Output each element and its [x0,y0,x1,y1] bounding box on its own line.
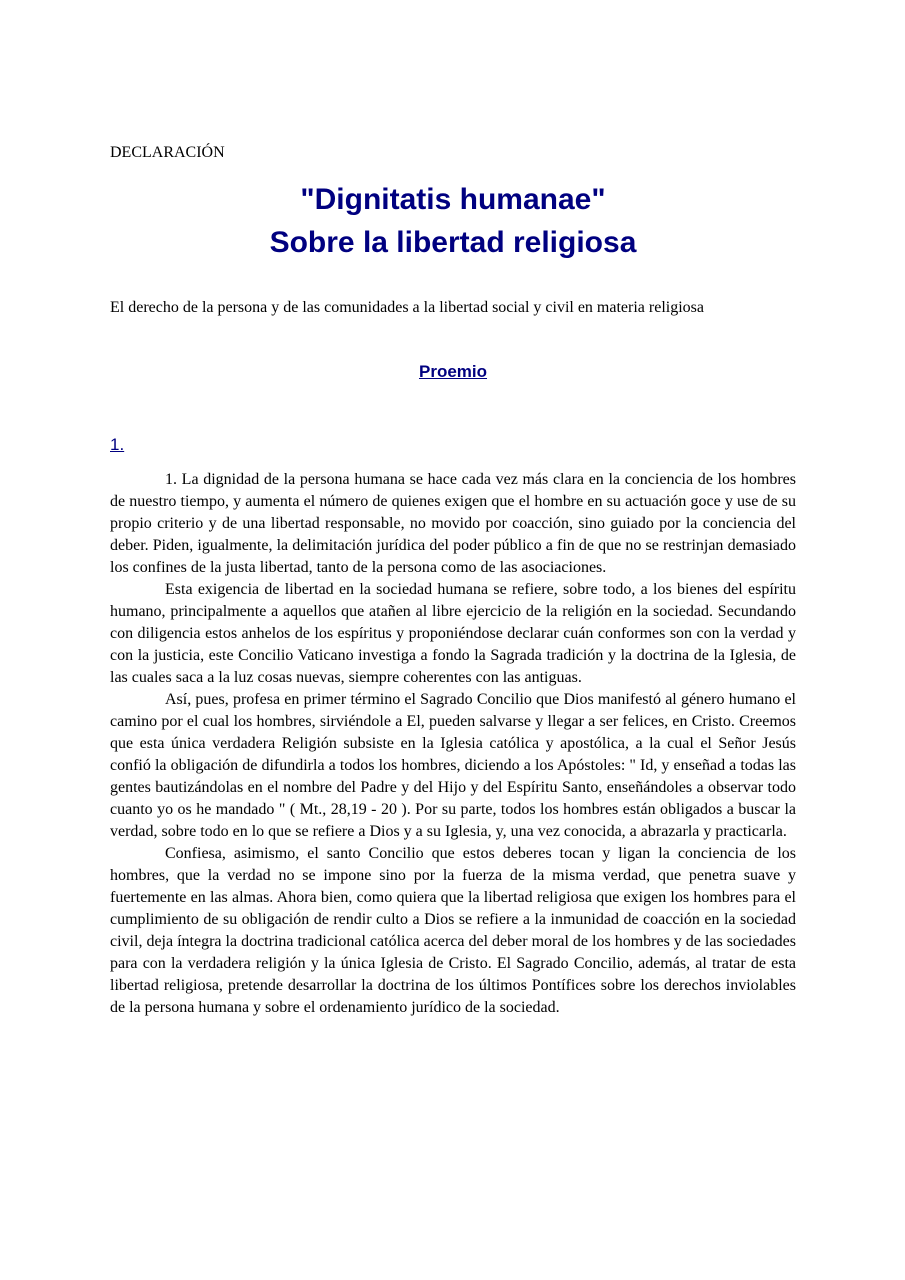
paragraph-3: Así, pues, profesa en primer término el Sagrado Concilio que Dios manifestó al género humano el camino por el cual los hombres, sirviéndole a El, pueden salvarse y llegar a ser felices, en Cristo. Creemos que esta única verdadera Religión subsiste en la Iglesia católica y apostólica, a la cual el Señor Jesús confió la obligación de difundirla a todos los hombres, diciendo a los Apóstoles: " Id, y enseñad a todas las gentes bautizándolas en el nombre del Padre y del Hijo y del Espíritu Santo, enseñándoles a observar todo cuanto yo os he mandado " ( Mt., 28,19 - 20 ). Por su parte, todos los hombres están obligados a buscar la verdad, sobre todo en lo que se refiere a Dios y a su Iglesia, y, una vez conocida, a abrazarla y practicarla. [110,691,796,840]
section-heading [110,362,796,382]
title-line-1: "Dignitatis humanae" [300,183,606,216]
section-1-link[interactable]: 1. [110,435,125,454]
paragraph-2: Esta exigencia de libertad en la sociedad humana se refiere, sobre todo, a los bienes del espíritu humano, principalmente a aquellos que atañen al libre ejercicio de la religión en la sociedad. Secundando con diligencia estos anhelos de los espíritus y proponiéndose declarar cuán conformes son con la verdad y con la justicia, este Concilio Vaticano investiga a fondo la Sagrada tradición y la doctrina de la Iglesia, de las cuales saca a la luz cosas nuevas, siempre coherentes con las antiguas. [110,581,796,686]
paragraph-4: Confiesa, asimismo, el santo Concilio que estos deberes tocan y ligan la conciencia de los hombres, que la verdad no se impone sino por la fuerza de la misma verdad, que penetra suave y fuertemente en las almas. Ahora bien, como quiera que la libertad religiosa que exigen los hombres para el cumplimiento de su obligación de rendir culto a Dios se refiere a la inmunidad de coacción en la sociedad civil, deja íntegra la doctrina tradicional católica acerca del deber moral de los hombres y de las sociedades para con la verdadera religión y la única Iglesia de Cristo. El Sagrado Concilio, además, al tratar de esta libertad religiosa, pretende desarrollar la doctrina de los últimos Pontífices sobre los derechos inviolables de la persona humana y sobre el ordenamiento jurídico de la sociedad. [110,845,796,1016]
document-type-label: DECLARACIÓN [110,144,225,161]
section-number [110,435,124,455]
document-title [110,178,796,264]
document-subtitle: El derecho de la persona y de las comunidades a la libertad social y civil en materia religiosa [110,299,704,316]
body-text [110,469,796,1019]
title-line-2: Sobre la libertad religiosa [269,226,637,259]
paragraph-1: 1. La dignidad de la persona humana se hace cada vez más clara en la conciencia de los hombres de nuestro tiempo, y aumenta el número de quienes exigen que el hombre en su actuación goce y use de su propio criterio y de una libertad responsable, no movido por coacción, sino guiado por la conciencia del deber. Piden, igualmente, la delimitación jurídica del poder público a fin de que no se restrinjan demasiado los confines de la justa libertad, tanto de la persona como de las asociaciones. [110,471,796,576]
proemio-link[interactable]: Proemio [418,362,488,381]
